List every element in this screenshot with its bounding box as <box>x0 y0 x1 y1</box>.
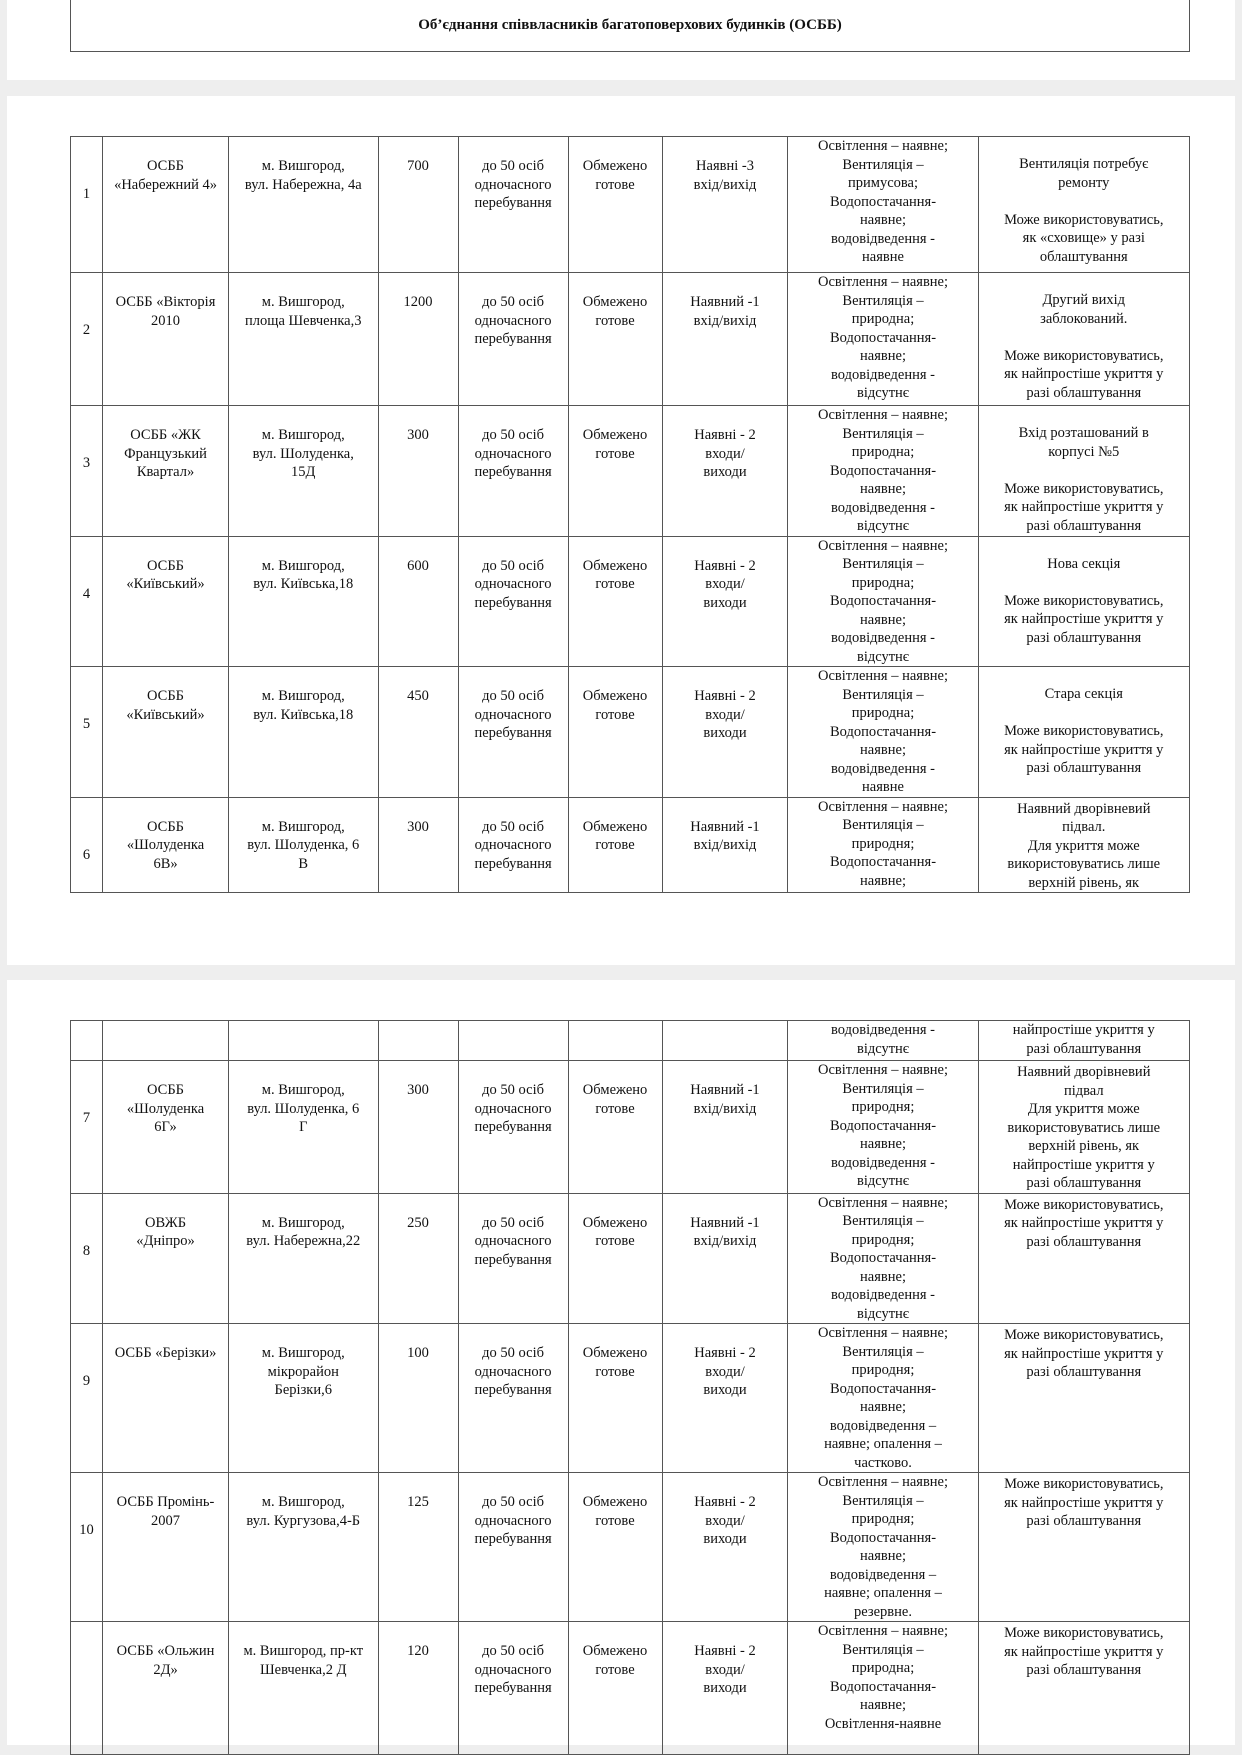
cell-address: м. Вишгород, пр-кт Шевченка,2 Д <box>229 1622 378 1755</box>
cell-capacity: 600 <box>378 536 458 667</box>
cell-num: 4 <box>71 536 103 667</box>
cell-capacity: 125 <box>378 1473 458 1622</box>
cell-name: ОСББ Промінь- 2007 <box>103 1473 229 1622</box>
cell-notes: Стара секція Може використовуватись, як найпростіше укриття у разі облаштування <box>978 667 1189 798</box>
cell-occupancy: до 50 осіб одночасного перебування <box>458 1473 568 1622</box>
cell-address: м. Вишгород, вул. Набережна, 4а <box>229 137 378 273</box>
document-title: Об’єднання співвласників багатоповерхових будинків (ОСББ) <box>70 0 1190 52</box>
cell-readiness: Обмежено готове <box>568 1193 662 1324</box>
cell-utilities: Освітлення – наявне; Вентиляція – природня; Водопостачання- наявне; водовідведення – наявне; опалення – частково. <box>788 1324 978 1473</box>
cell-utilities: Освітлення – наявне; Вентиляція – природна; Водопостачання- наявне; водовідведення - наявне <box>788 667 978 798</box>
cell-occupancy: до 50 осіб одночасного перебування <box>458 137 568 273</box>
cell-address: м. Вишгород, площа Шевченка,3 <box>229 273 378 406</box>
cell-readiness: Обмежено готове <box>568 137 662 273</box>
table-row <box>71 667 1190 798</box>
cell-num: 5 <box>71 667 103 798</box>
cell-num: 6 <box>71 797 103 893</box>
cell-exits <box>662 1021 788 1061</box>
cell-name: ОСББ «Вікторія 2010 <box>103 273 229 406</box>
cell-notes: найпростіше укриття у разі облаштування <box>978 1021 1189 1061</box>
cell-name: ОСББ «Київський» <box>103 667 229 798</box>
page-3 <box>7 980 1235 1745</box>
cell-occupancy: до 50 осіб одночасного перебування <box>458 273 568 406</box>
cell-utilities: Освітлення – наявне; Вентиляція – природня; Водопостачання- наявне; водовідведення - відсутнє <box>788 1193 978 1324</box>
cell-num <box>71 1021 103 1061</box>
cell-exits: Наявний -1 вхід/вихід <box>662 273 788 406</box>
table-row-continuation <box>71 1021 1190 1061</box>
cell-readiness: Обмежено готове <box>568 1622 662 1755</box>
table-row <box>71 1061 1190 1194</box>
table-row <box>71 797 1190 893</box>
shelter-table-page-2 <box>70 136 1190 893</box>
cell-num: 8 <box>71 1193 103 1324</box>
cell-exits: Наявні - 2 входи/ виходи <box>662 1622 788 1755</box>
cell-utilities: Освітлення – наявне; Вентиляція – природна; Водопостачання- наявне; водовідведення - відсутнє <box>788 406 978 537</box>
cell-readiness: Обмежено готове <box>568 1473 662 1622</box>
table-row <box>71 406 1190 537</box>
cell-notes: Може використовуватись, як найпростіше укриття у разі облаштування <box>978 1324 1189 1473</box>
cell-exits: Наявні - 2 входи/ виходи <box>662 536 788 667</box>
page-1 <box>7 0 1235 80</box>
cell-utilities: Освітлення – наявне; Вентиляція – природна; Водопостачання- наявне; Освітлення-наявне <box>788 1622 978 1755</box>
cell-occupancy: до 50 осіб одночасного перебування <box>458 406 568 537</box>
table-row <box>71 1193 1190 1324</box>
cell-capacity: 450 <box>378 667 458 798</box>
cell-capacity: 300 <box>378 406 458 537</box>
cell-exits: Наявні -3 вхід/вихід <box>662 137 788 273</box>
cell-name: ОВЖБ «Дніпро» <box>103 1193 229 1324</box>
cell-capacity: 300 <box>378 1061 458 1194</box>
cell-exits: Наявні - 2 входи/ виходи <box>662 1324 788 1473</box>
cell-utilities: Освітлення – наявне; Вентиляція – природна; Водопостачання- наявне; водовідведення - відсутнє <box>788 536 978 667</box>
cell-address: м. Вишгород, мікрорайон Берізки,6 <box>229 1324 378 1473</box>
cell-notes: Може використовуватись, як найпростіше укриття у разі облаштування <box>978 1193 1189 1324</box>
table-row <box>71 536 1190 667</box>
cell-occupancy: до 50 осіб одночасного перебування <box>458 1622 568 1755</box>
table-row <box>71 137 1190 273</box>
cell-capacity: 100 <box>378 1324 458 1473</box>
cell-capacity: 300 <box>378 797 458 893</box>
cell-exits: Наявний -1 вхід/вихід <box>662 1061 788 1194</box>
cell-utilities: Освітлення – наявне; Вентиляція – природня; Водопостачання- наявне; <box>788 797 978 893</box>
cell-num: 9 <box>71 1324 103 1473</box>
cell-notes: Нова секція Може використовуватись, як найпростіше укриття у разі облаштування <box>978 536 1189 667</box>
cell-notes: Вентиляція потребує ремонту Може використовуватись, як «сховище» у разі облаштування <box>978 137 1189 273</box>
cell-exits: Наявні - 2 входи/ виходи <box>662 1473 788 1622</box>
cell-name: ОСББ «Набережний 4» <box>103 137 229 273</box>
cell-readiness <box>568 1021 662 1061</box>
cell-address: м. Вишгород, вул. Набережна,22 <box>229 1193 378 1324</box>
cell-name <box>103 1021 229 1061</box>
cell-num: 1 <box>71 137 103 273</box>
cell-name: ОСББ «Берізки» <box>103 1324 229 1473</box>
cell-utilities: Освітлення – наявне; Вентиляція – природня; Водопостачання- наявне; водовідведення - відсутнє <box>788 1061 978 1194</box>
cell-occupancy: до 50 осіб одночасного перебування <box>458 667 568 798</box>
cell-notes: Вхід розташований в корпусі №5 Може використовуватись, як найпростіше укриття у разі облаштування <box>978 406 1189 537</box>
cell-utilities: Освітлення – наявне; Вентиляція – природня; Водопостачання- наявне; водовідведення – наявне; опалення – резервне. <box>788 1473 978 1622</box>
cell-exits: Наявні - 2 входи/ виходи <box>662 406 788 537</box>
cell-capacity: 1200 <box>378 273 458 406</box>
cell-exits: Наявний -1 вхід/вихід <box>662 1193 788 1324</box>
cell-capacity: 250 <box>378 1193 458 1324</box>
cell-notes: Може використовуватись, як найпростіше укриття у разі облаштування <box>978 1473 1189 1622</box>
cell-utilities: Освітлення – наявне; Вентиляція – примусова; Водопостачання- наявне; водовідведення - наявне <box>788 137 978 273</box>
cell-notes: Наявний дворівневий підвал. Для укриття може використовуватись лише верхній рівень, як <box>978 797 1189 893</box>
table-row <box>71 1473 1190 1622</box>
table-bottom-strip <box>70 1702 1190 1745</box>
cell-name: ОСББ «Київський» <box>103 536 229 667</box>
cell-capacity <box>378 1021 458 1061</box>
cell-occupancy: до 50 осіб одночасного перебування <box>458 1324 568 1473</box>
cell-address: м. Вишгород, вул. Кургузова,4-Б <box>229 1473 378 1622</box>
cell-exits: Наявний -1 вхід/вихід <box>662 797 788 893</box>
cell-readiness: Обмежено готове <box>568 406 662 537</box>
cell-address: м. Вишгород, вул. Шолуденка, 15Д <box>229 406 378 537</box>
cell-name: ОСББ «ЖК Французький Квартал» <box>103 406 229 537</box>
cell-utilities: Освітлення – наявне; Вентиляція – природна; Водопостачання- наявне; водовідведення - відсутнє <box>788 273 978 406</box>
page-2 <box>7 96 1235 965</box>
cell-readiness: Обмежено готове <box>568 1061 662 1194</box>
cell-name: ОСББ «Ольжин 2Д» <box>103 1622 229 1755</box>
cell-address: м. Вишгород, вул. Київська,18 <box>229 667 378 798</box>
cell-num: 7 <box>71 1061 103 1194</box>
cell-notes: Може використовуватись, як найпростіше укриття у разі облаштування <box>978 1622 1189 1755</box>
cell-address: м. Вишгород, вул. Київська,18 <box>229 536 378 667</box>
cell-readiness: Обмежено готове <box>568 797 662 893</box>
cell-capacity: 120 <box>378 1622 458 1755</box>
cell-capacity: 700 <box>378 137 458 273</box>
cell-occupancy: до 50 осіб одночасного перебування <box>458 1061 568 1194</box>
cell-num: 2 <box>71 273 103 406</box>
cell-notes: Наявний дворівневий підвал Для укриття може використовуватись лише верхній рівень, як найпростіше укриття у разі облаштування <box>978 1061 1189 1194</box>
cell-readiness: Обмежено готове <box>568 273 662 406</box>
cell-exits: Наявні - 2 входи/ виходи <box>662 667 788 798</box>
cell-occupancy: до 50 осіб одночасного перебування <box>458 1193 568 1324</box>
cell-notes: Другий вихід заблокований. Може використовуватись, як найпростіше укриття у разі облаштування <box>978 273 1189 406</box>
cell-readiness: Обмежено готове <box>568 667 662 798</box>
cell-name: ОСББ «Шолуденка 6В» <box>103 797 229 893</box>
cell-utilities: водовідведення - відсутнє <box>788 1021 978 1061</box>
cell-occupancy: до 50 осіб одночасного перебування <box>458 536 568 667</box>
cell-address: м. Вишгород, вул. Шолуденка, 6 Г <box>229 1061 378 1194</box>
cell-address: м. Вишгород, вул. Шолуденка, 6 В <box>229 797 378 893</box>
cell-num: 3 <box>71 406 103 537</box>
cell-name: ОСББ «Шолуденка 6Г» <box>103 1061 229 1194</box>
cell-readiness: Обмежено готове <box>568 1324 662 1473</box>
cell-num: 10 <box>71 1473 103 1622</box>
cell-occupancy: до 50 осіб одночасного перебування <box>458 797 568 893</box>
cell-readiness: Обмежено готове <box>568 536 662 667</box>
shelter-table-page-3 <box>70 1020 1190 1755</box>
cell-address <box>229 1021 378 1061</box>
table-row <box>71 1324 1190 1473</box>
table-row <box>71 273 1190 406</box>
cell-occupancy <box>458 1021 568 1061</box>
